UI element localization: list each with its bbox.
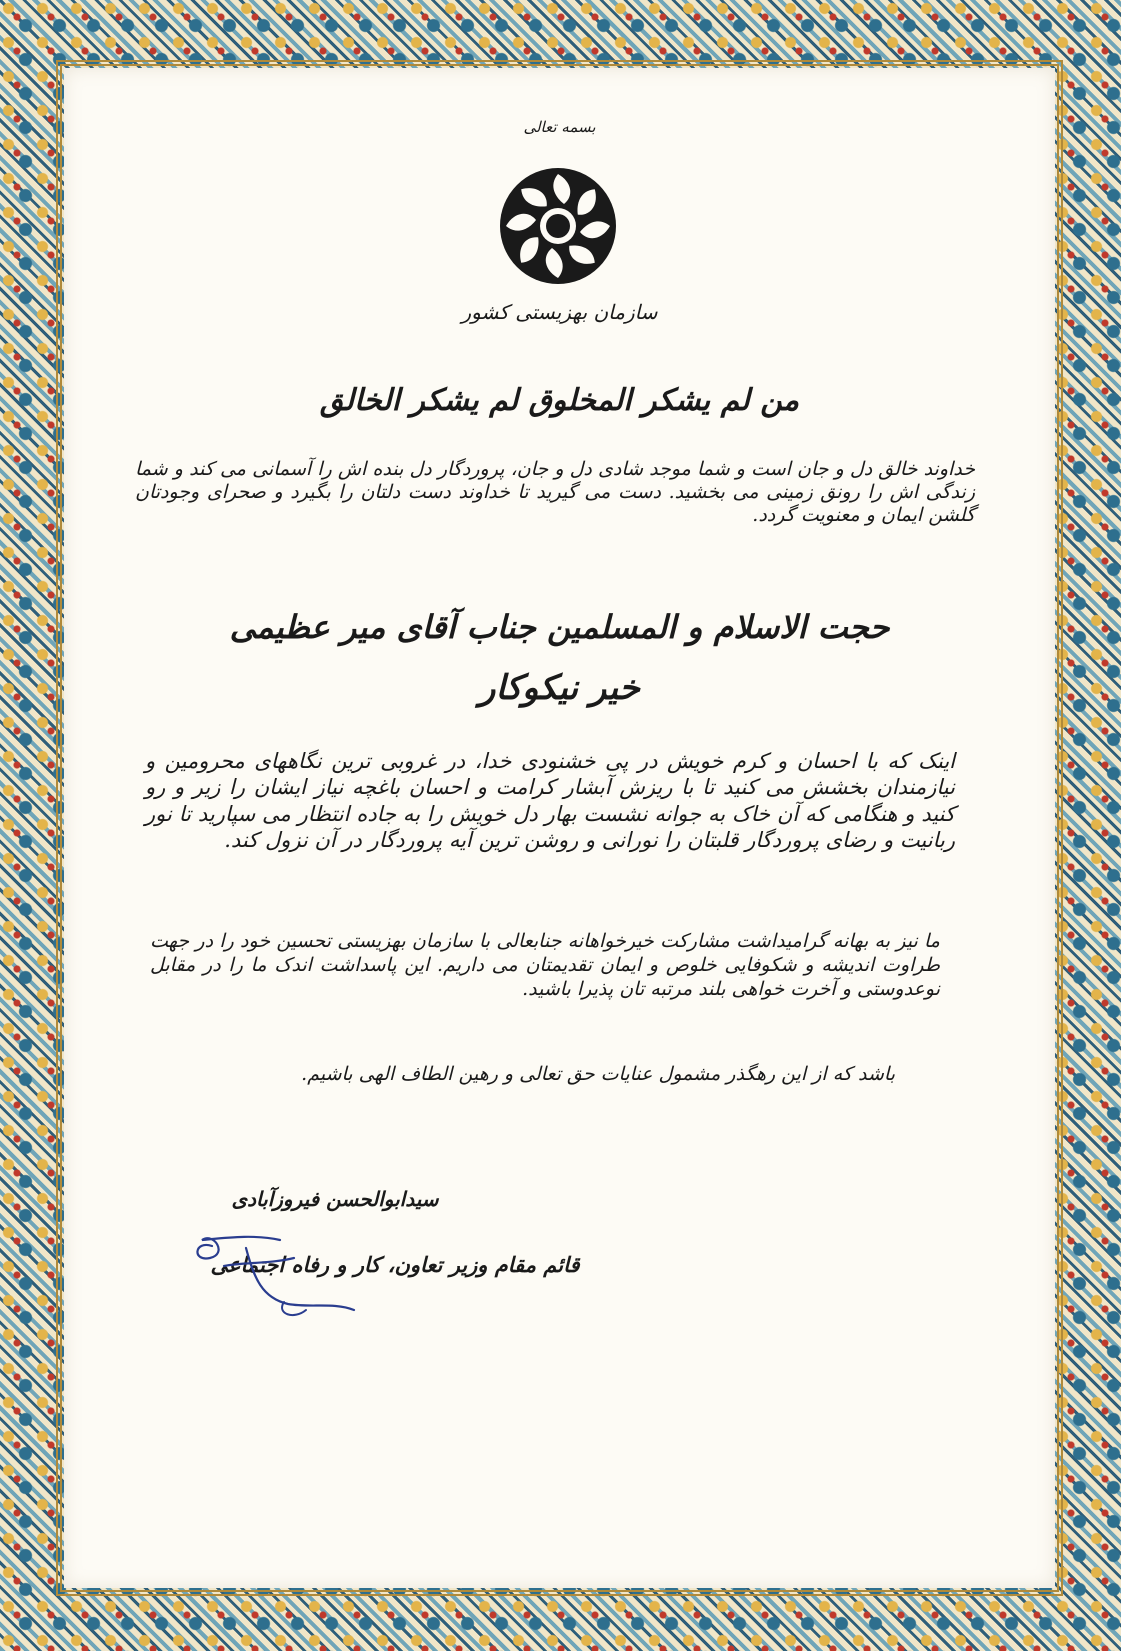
certificate-heading: من لم یشکر المخلوق لم یشکر الخالق [319,383,800,418]
closing-line: باشد که از این رهگذر مشمول عنایات حق تعالی و رهین الطاف الهی باشیم. [301,1063,895,1085]
honoree-title: خیر نیکوکار [479,668,640,708]
bismillah: بسمه تعالی [523,118,596,136]
organization-logo-icon [496,164,620,288]
certificate-content [64,68,1055,1588]
organization-name: سازمان بهزیستی کشور [461,300,658,324]
thanks-paragraph: ما نیز به بهانه گرامیداشت مشارکت خیرخواهانه جنابعالی با سازمان بهزیستی تحسین خود را در جهت طراوت اندیشه و شکوفایی خلوص و ایمان تقدیمتان می داریم. این پاسداشت اندک ما را در مقابل نوعدوستی و آخرت خواهی بلند مرتبه تان پذیرا باشید. [150,930,940,1000]
handwritten-signature-icon [184,1218,414,1328]
honoree-name: حجت الاسلام و المسلمین جناب آقای میر عظیمی [229,608,890,646]
certificate-paper [64,68,1055,1588]
signer-name: سیدابوالحسن فیروزآبادی [231,1187,439,1211]
intro-paragraph: خداوند خالق دل و جان است و شما موجد شادی دل و جان، پروردگار دل بنده اش را آسمانی می کند و شما زندگی اش را رونق زمینی می بخشید. دست می گیرید تا خداوند دست دلتان را بگیرد و صحرای وجودتان گلشن ایمان و معنویت گردد. [135,458,975,526]
signer-title: قائم مقام وزیر تعاون، کار و رفاه اجتماعی [210,1252,580,1277]
body-paragraph: اینک که با احسان و کرم خویش در پی خشنودی خدا، در غروبی ترین نگاههای محرومین و نیازمندان بخشش می کنید تا با ریزش آبشار کرامت و احسان باغچه نیاز ایشان را زیر و رو کنید و هنگامی که آن خاک به جوانه نشست بهار دل خویش را به جاده انتظار می سپارید تا نور ربانیت و رضای پروردگار قلبتان را نورانی و روشن ترین آیه پروردگار در آن نزول کند. [145,749,955,852]
